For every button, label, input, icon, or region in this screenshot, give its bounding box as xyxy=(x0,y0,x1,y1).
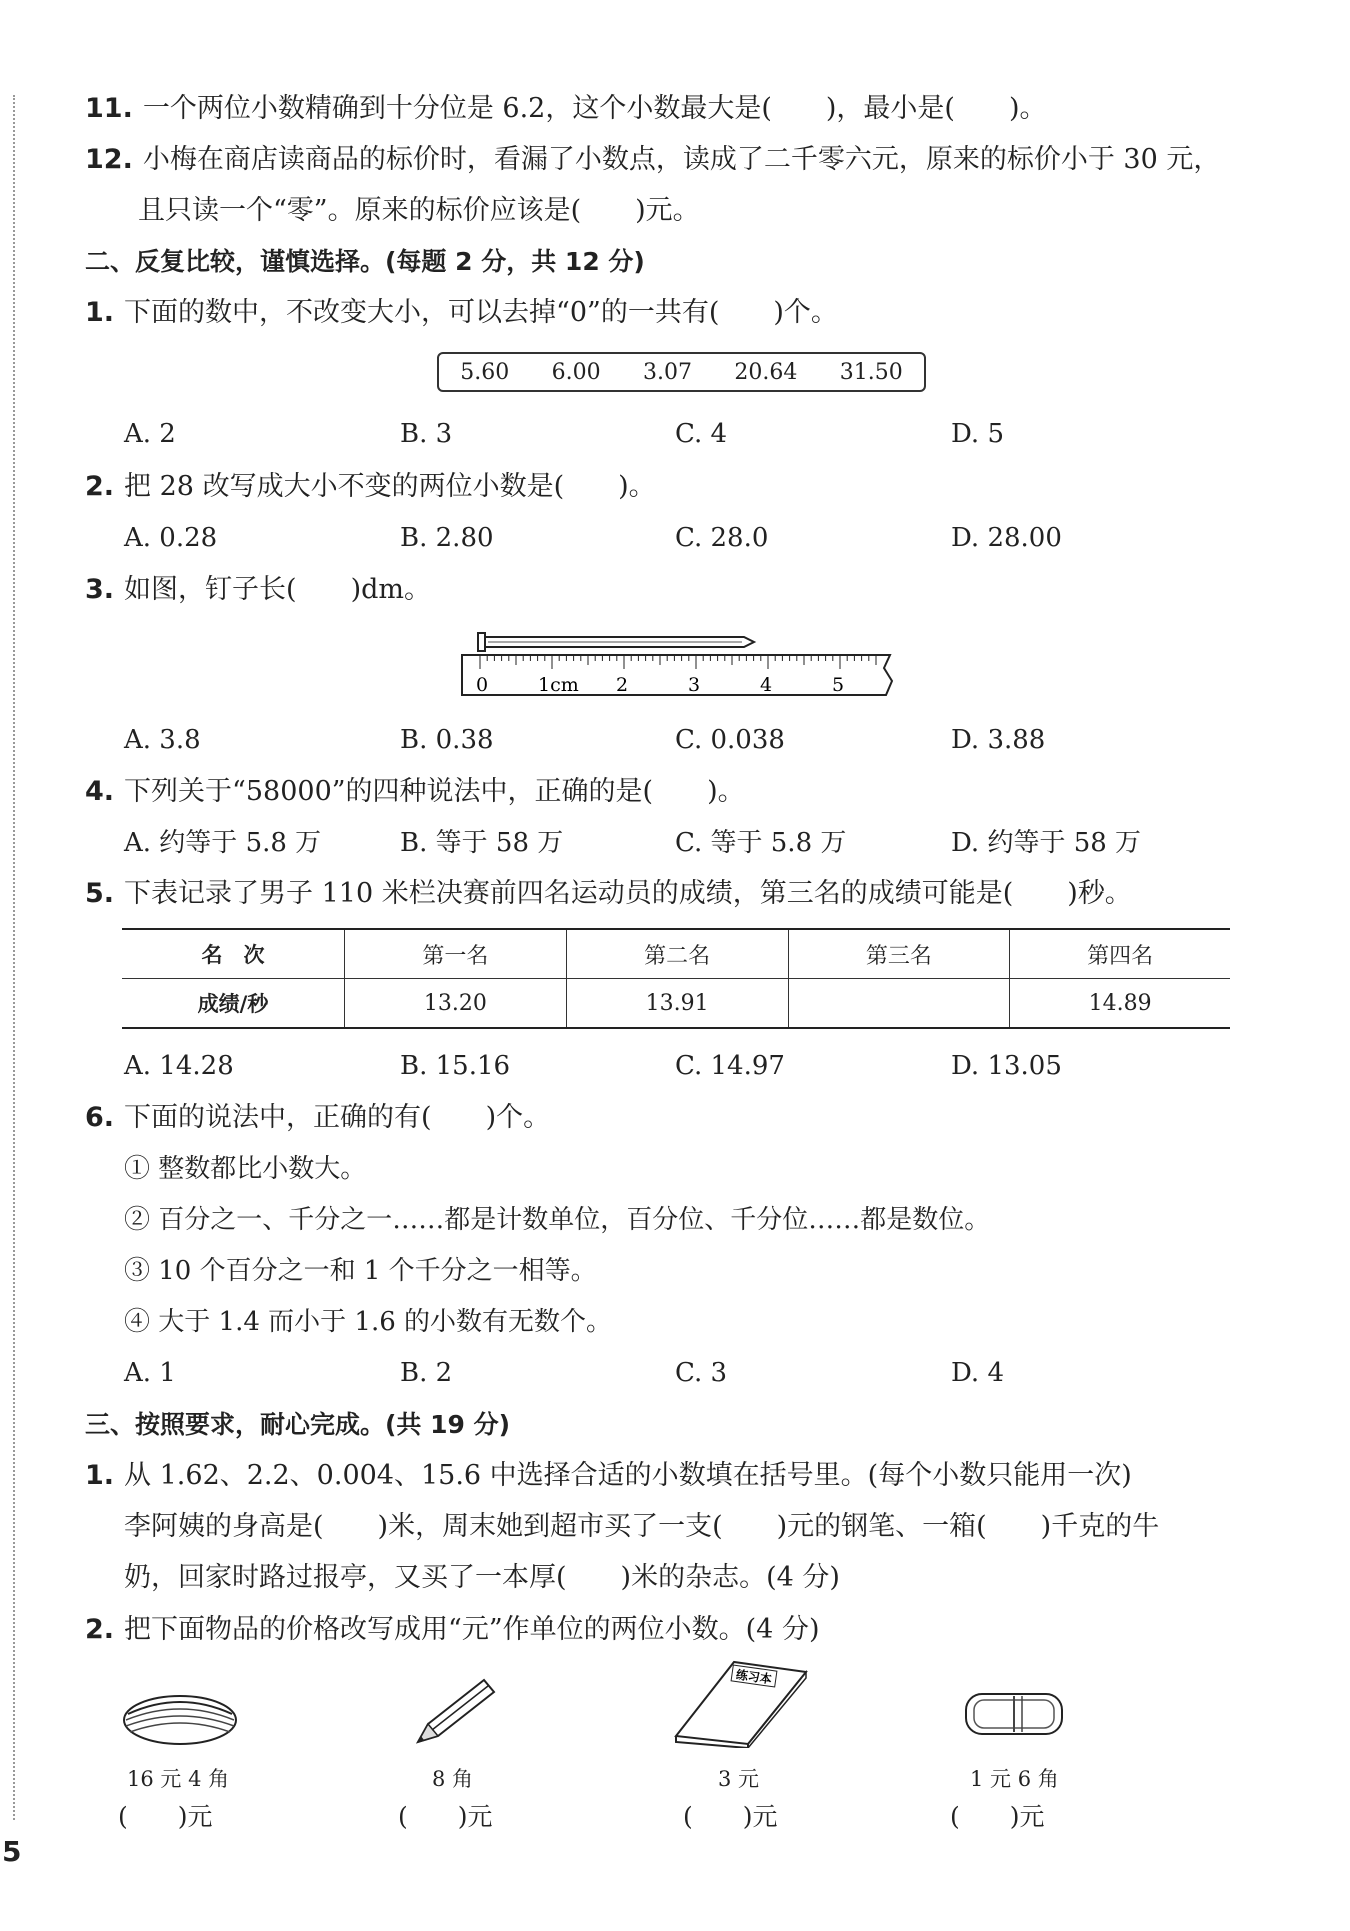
statement-2: ② 百分之一、千分之一……都是计数单位，百分位、千分位……都是数位。 xyxy=(124,1205,991,1235)
answer-blank[interactable]: ( )元 xyxy=(950,1802,1045,1831)
question-text: 下列关于“58000”的四种说法中，正确的是( )。 xyxy=(124,776,745,807)
option-d: D. 13.05 xyxy=(951,1051,1062,1081)
option-d: D. 约等于 58 万 xyxy=(951,828,1142,858)
question-number: 2. xyxy=(85,1614,115,1645)
option-a: A. 2 xyxy=(124,419,176,449)
table-cell: 第一名 xyxy=(345,929,567,979)
option-c: C. 28.0 xyxy=(675,523,769,553)
answer-blank[interactable]: ( )元 xyxy=(683,1802,778,1831)
option-b: B. 等于 58 万 xyxy=(400,828,564,858)
table-cell: 14.89 xyxy=(1010,979,1230,1029)
s2-question-6 xyxy=(85,1101,550,1135)
box-number: 5.60 xyxy=(460,359,510,385)
option-b: B. 2 xyxy=(400,1358,453,1388)
question-text: 把下面物品的价格改写成用“元”作单位的两位小数。(4 分) xyxy=(124,1614,820,1645)
question-number: 1. xyxy=(85,1460,115,1491)
number-box xyxy=(437,352,926,392)
item-price: 16 元 4 角 xyxy=(127,1767,230,1791)
question-12 xyxy=(85,143,1220,177)
question-text: 下面的数中，不改变大小，可以去掉“0”的一共有( )个。 xyxy=(124,297,838,328)
eraser-icon xyxy=(960,1678,1070,1748)
option-a: A. 1 xyxy=(124,1358,176,1388)
s3-question-2 xyxy=(85,1613,819,1647)
ruler-icon xyxy=(462,655,892,695)
option-b: B. 3 xyxy=(400,419,453,449)
question-number: 1. xyxy=(85,297,115,328)
question-text: 如图，钉子长( )dm。 xyxy=(124,574,432,605)
option-d: D. 3.88 xyxy=(951,725,1046,755)
option-a: A. 3.8 xyxy=(124,725,201,755)
question-number: 11. xyxy=(85,93,133,124)
option-a: A. 约等于 5.8 万 xyxy=(124,828,322,858)
table-cell xyxy=(788,979,1010,1029)
page-number: 5 xyxy=(2,1835,22,1868)
question-text: 把 28 改写成大小不变的两位小数是( )。 xyxy=(124,471,656,502)
table-row xyxy=(122,979,1230,1029)
question-11 xyxy=(85,92,1047,126)
option-d: D. 28.00 xyxy=(951,523,1062,553)
question-text-line2: 且只读一个“零”。原来的标价应该是( )元。 xyxy=(138,195,700,226)
question-text-line2: 李阿姨的身高是( )米，周末她到超市买了一支( )元的钢笔、一箱( )千克的牛 xyxy=(124,1511,1160,1542)
option-c: C. 0.038 xyxy=(675,725,785,755)
question-text-line3: 奶，回家时路过报亭，又买了一本厚( )米的杂志。(4 分) xyxy=(124,1562,840,1593)
table-cell: 第三名 xyxy=(788,929,1010,979)
notebook-icon xyxy=(672,1658,812,1748)
option-b: B. 15.16 xyxy=(400,1051,511,1081)
section-3-title: 三、按照要求，耐心完成。(共 19 分) xyxy=(85,1410,511,1439)
table-cell: 名 次 xyxy=(122,929,345,979)
ruler-label: 4 xyxy=(760,674,773,696)
ruler-label: 3 xyxy=(688,674,701,696)
s2-question-3 xyxy=(85,573,431,607)
option-d: D. 4 xyxy=(951,1358,1004,1388)
option-c: C. 14.97 xyxy=(675,1051,785,1081)
option-b: B. 0.38 xyxy=(400,725,494,755)
item-price: 3 元 xyxy=(718,1767,760,1791)
table-header-row xyxy=(122,929,1230,979)
option-b: B. 2.80 xyxy=(400,523,494,553)
question-number: 12. xyxy=(85,144,133,175)
option-c: C. 3 xyxy=(675,1358,728,1388)
statement-3: ③ 10 个百分之一和 1 个千分之一相等。 xyxy=(124,1256,597,1286)
option-a: A. 0.28 xyxy=(124,523,218,553)
answer-blank[interactable]: ( )元 xyxy=(398,1802,493,1831)
question-number: 2. xyxy=(85,471,115,502)
s3-question-1 xyxy=(85,1459,1132,1493)
box-number: 6.00 xyxy=(551,359,601,385)
question-text: 下表记录了男子 110 米栏决赛前四名运动员的成绩，第三名的成绩可能是( )秒。 xyxy=(124,878,1132,909)
s2-question-5 xyxy=(85,877,1132,911)
table-cell: 第二名 xyxy=(566,929,788,979)
question-number: 6. xyxy=(85,1102,115,1133)
item-price: 1 元 6 角 xyxy=(970,1767,1059,1791)
question-number: 3. xyxy=(85,574,115,605)
box-number: 20.64 xyxy=(734,359,798,385)
ruler-label: 0 xyxy=(476,674,489,696)
question-text: 小梅在商店读商品的标价时，看漏了小数点，读成了二千零六元，原来的标价小于 30 元， xyxy=(142,144,1221,175)
option-d: D. 5 xyxy=(951,419,1004,449)
ruler-label: 1cm xyxy=(538,674,579,696)
section-2-title: 二、反复比较，谨慎选择。(每题 2 分，共 12 分) xyxy=(85,247,645,276)
table-cell: 13.20 xyxy=(345,979,567,1029)
question-text: 下面的说法中，正确的有( )个。 xyxy=(124,1102,551,1133)
s2-question-2 xyxy=(85,470,656,504)
answer-blank[interactable]: ( )元 xyxy=(118,1802,213,1831)
results-table xyxy=(122,928,1230,1029)
statement-4: ④ 大于 1.4 而小于 1.6 的小数有无数个。 xyxy=(124,1307,613,1337)
notebook-label: 练习本 xyxy=(735,1667,773,1687)
pencil-icon xyxy=(410,1670,500,1750)
box-number: 3.07 xyxy=(642,359,692,385)
s2-question-4 xyxy=(85,775,745,809)
s2-question-1 xyxy=(85,296,838,330)
option-c: C. 4 xyxy=(675,419,728,449)
nail-icon xyxy=(478,633,754,651)
item-price: 8 角 xyxy=(432,1767,474,1791)
option-c: C. 等于 5.8 万 xyxy=(675,828,847,858)
pencil-case-icon xyxy=(118,1680,243,1750)
table-cell: 成绩/秒 xyxy=(122,979,345,1029)
table-cell: 第四名 xyxy=(1010,929,1230,979)
table-cell: 13.91 xyxy=(566,979,788,1029)
ruler-with-nail-figure xyxy=(458,625,898,705)
binding-dotted-line xyxy=(13,95,15,1820)
statement-1: ① 整数都比小数大。 xyxy=(124,1154,367,1184)
question-number: 4. xyxy=(85,776,115,807)
ruler-label: 5 xyxy=(832,674,845,696)
option-a: A. 14.28 xyxy=(124,1051,234,1081)
question-text: 从 1.62、2.2、0.004、15.6 中选择合适的小数填在括号里。(每个小数只能用一次) xyxy=(124,1460,1132,1491)
box-number: 31.50 xyxy=(839,359,903,385)
question-text: 一个两位小数精确到十分位是 6.2，这个小数最大是( )，最小是( )。 xyxy=(142,93,1047,124)
ruler-label: 2 xyxy=(616,674,629,696)
question-number: 5. xyxy=(85,878,115,909)
